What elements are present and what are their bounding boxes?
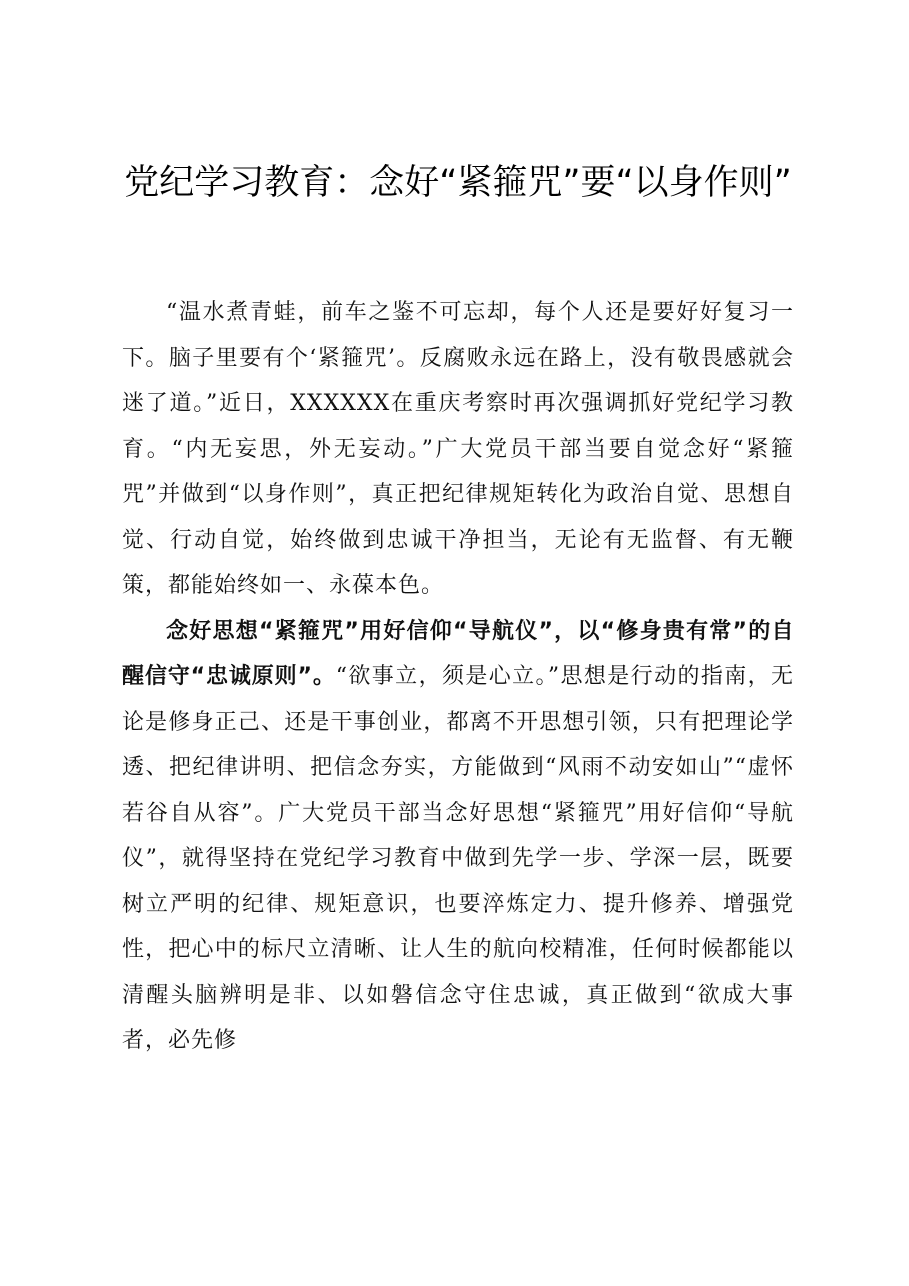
paragraph-2 [122,609,794,1064]
document-body [122,290,794,1064]
paragraph-2-text: “欲事立，须是心立。”思想是行动的指南，无论是修身正己、还是干事创业，都离不开思想引领，只有把理论学透、把纪律讲明、把信念夯实，方能做到“风雨不动安如山”“虚怀若谷自从容”。广大党员干部当念好思想“紧箍咒”用好信仰“导航仪”，就得坚持在党纪学习教育中做到先学一步、学深一层，既要树立严明的纪律、规矩意识，也要淬炼定力、提升修养、增强党性，把心中的标尺立清晰、让人生的航向校精准，任何时候都能以清醒头脑辨明是非、以如磐信念守住忠诚，真正做到“欲成大事者，必先修 [122,664,794,1053]
paragraph-2-lead: 念好思想“紧箍咒”用好信仰“导航仪”，以“修身贵有常”的自醒信守“忠诚原则”。 [122,618,794,689]
paragraph-1 [122,290,794,609]
document-title: 党纪学习教育：念好“紧箍咒”要“以身作则” [124,163,792,203]
paragraph-1-text: “温水煮青蛙，前车之鉴不可忘却，每个人还是要好好复习一下。脑子里要有个‘紧箍咒’。反腐败永远在路上，没有敬畏感就会迷了道。”近日，XXXXXX在重庆考察时再次强调抓好党纪学习教育。“内无妄思，外无妄动。”广大党员干部当要自觉念好“紧箍咒”并做到“以身作则”，真正把纪律规矩转化为政治自觉、思想自觉、行动自觉，始终做到忠诚干净担当，无论有无监督、有无鞭策，都能始终如一、永葆本色。 [122,300,794,598]
